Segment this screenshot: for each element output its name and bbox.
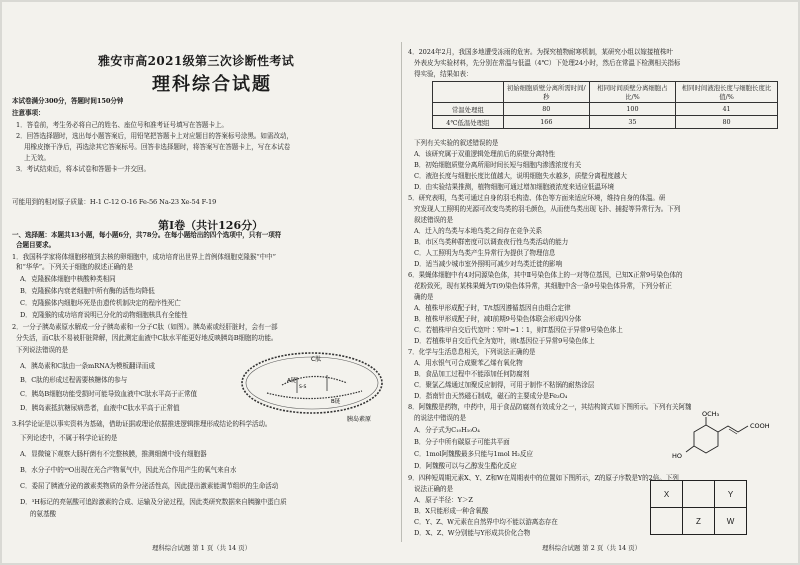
b-chain bbox=[267, 391, 362, 399]
q8-stem: 8．阿魏酸是药物，中药中，用于食品防腐剂有效成分之一，其结构简式如下图所示。下列有关阿魏 bbox=[408, 403, 692, 411]
school-title: 雅安市高2021级第三次诊断性考试 bbox=[98, 54, 295, 68]
q8-option-a: A．分子式为C₁₀H₁₀O₄ bbox=[414, 426, 480, 434]
exam-sheet bbox=[2, 2, 798, 563]
q8-option-d: D．阿魏酸可以与乙醇发生酯化反应 bbox=[414, 462, 517, 470]
table-row bbox=[433, 103, 778, 116]
chain-outline bbox=[246, 357, 378, 409]
ferulic-acid-structure bbox=[664, 410, 794, 470]
q5-stem: 5．研究表明，鸟类可通过自身的羽毛构造、体色等方面来适应环境，维持自身的体温。研 bbox=[408, 194, 666, 202]
table-header-cell: 相同时间质壁分离细胞占比/% bbox=[589, 82, 675, 103]
table-row bbox=[433, 116, 778, 129]
q7-option-a: A．用水银气可合成聚苯乙烯有氧化物 bbox=[414, 359, 523, 367]
q4-stem: 得实验，结果如表： bbox=[414, 70, 473, 78]
grid-cell: X bbox=[651, 481, 683, 508]
q7-option-b: B．食品加工过程中不能添加任何防腐剂 bbox=[414, 370, 530, 378]
methoxy-label: OCH₃ bbox=[702, 410, 720, 418]
q9-option-a: A．原子半径：Y＞Z bbox=[414, 496, 473, 504]
grid-cell: Z bbox=[683, 508, 715, 535]
q2-option-b: B．C肽的形成过程需要核糖体的参与 bbox=[20, 376, 128, 384]
q7-option-c: C．聚氯乙烯通过加聚反应制得，可用于制作不粘锅的耐热涂层 bbox=[414, 381, 595, 389]
section-instr: 一、选择题：本题共13小题，每小题6分，共78分。在每小题给出的四个选项中，只有一项符 bbox=[12, 231, 282, 239]
q9-stem: 9．四种短周期元素X、Y、Z和W在周期表中的位置如下图所示，Z的原子序数是Y的2倍。下列 bbox=[408, 474, 679, 482]
q9-option-b: B．X只能形成一种含氧酸 bbox=[414, 507, 489, 515]
q6-stem: 6．果蝇体细胞中有4对同源染色体，其中Ⅱ号染色体上的一对等位基因，已知X正常9号染色体的 bbox=[408, 271, 683, 279]
table-cell: 4℃低温处理组 bbox=[433, 116, 504, 129]
table-cell: 80 bbox=[503, 103, 589, 116]
label-b-chain: B链 bbox=[331, 399, 341, 405]
q5-stem: 叙述错误的是 bbox=[414, 216, 453, 224]
paper-title: 理科综合试题 bbox=[152, 74, 272, 95]
q6-option-a: A．植株甲形成配子时，T/t基因遵循基因自由组合定律 bbox=[414, 304, 571, 312]
q8-option-c: C．1mol阿魏酸最多只能与1mol H₂反应 bbox=[414, 450, 533, 458]
q2-option-c: C．胰岛B细胞功能受损时可能导致血液中C肽水平高于正常值 bbox=[20, 390, 197, 398]
table-cell: 166 bbox=[503, 116, 589, 129]
q3-option-d-cont: 的氨基酸 bbox=[30, 510, 56, 518]
q4-stem: 外表皮为实验材料，先分别在常温与低温（4℃）下处理24小时，然后在常温下检测相关指标 bbox=[414, 59, 681, 67]
section-title: 第Ⅰ卷（共计126分） bbox=[158, 219, 264, 232]
grid-cell: W bbox=[715, 508, 747, 535]
bond bbox=[686, 446, 694, 452]
q6-stem: 花粉致死，现有某株果蝇为T(9)染色体异常，其细胞中含一条9号染色体异常，下列分析正 bbox=[414, 282, 672, 290]
q1-option-d: D．克隆猴的成功培育说明已分化的动物细胞核具有全能性 bbox=[20, 311, 188, 319]
q4-stem: 4．2024年2月，我国多地遭受冻雨的危害。为探究植物耐寒机制，某研究小组以嫁接植株叶 bbox=[408, 48, 673, 56]
q2-option-a: A．胰岛素和C肽由一条mRNA为模板翻译而成 bbox=[20, 362, 155, 370]
note-line: 1．答卷前，考生务必将自己的姓名、座位号和准考证号填写在答题卡上。 bbox=[16, 121, 228, 129]
q5-option-c: C．人工照明为鸟类产生异常行为提供了物理信息 bbox=[414, 249, 556, 257]
q3-stem: 下列论述中，不属于科学论证的是 bbox=[20, 434, 118, 442]
double-bond bbox=[729, 429, 737, 434]
q3-option-d: D．³H标记的亮氨酸可追踪激素的合成、运输及分泌过程，因此类研究数据来自胰腺中蛋白质 bbox=[20, 498, 287, 506]
q6-option-c: C．若植株甲自交后代宽叶∶窄叶=1∶1，则T基因位于异常9号染色体上 bbox=[414, 326, 623, 334]
q3-stem: 3.科学论证是以事实资料为基础，借助证据或理论依据推进逻辑推理形成结论的科学活动。 bbox=[12, 420, 272, 428]
note-line: 用橡皮擦干净后，再选涂其它答案标号。回答非选择题时，将答案写在答题卡上，写在本试卷 bbox=[24, 143, 291, 151]
label-ss: S-S bbox=[299, 385, 307, 390]
q3-option-a: A．显微镜下观察大肠杆菌有不完整核膜，推测细菌中没有细胞器 bbox=[20, 450, 207, 458]
page-footer-right: 理科综合试题 第 2 页（共 14 页） bbox=[542, 544, 642, 552]
table-cell: 35 bbox=[589, 116, 675, 129]
grid-cell bbox=[683, 481, 715, 508]
q6-stem: 确的是 bbox=[414, 293, 434, 301]
q7-option-d: D．指南针由天然磁石制成，磁石的主要成分是Fe₃O₄ bbox=[414, 392, 568, 400]
q1-option-b: B．克隆猴体内衰老细胞中所有酶的活性均降低 bbox=[20, 287, 155, 295]
q1-stem: 和“华华”。下列关于细胞的叙述正确的是 bbox=[16, 263, 133, 271]
q4-tail: 下列有关实验的叙述错误的是 bbox=[414, 139, 499, 147]
label-c-peptide: C肽 bbox=[311, 356, 322, 363]
grid-row bbox=[651, 508, 747, 535]
proinsulin-figure bbox=[227, 347, 397, 425]
table-header-row bbox=[433, 82, 778, 103]
q8-stem: 的说法中错误的是 bbox=[414, 414, 466, 422]
page-footer-left: 理科综合试题 第 1 页（共 14 页） bbox=[152, 544, 252, 552]
section-instr: 合题目要求。 bbox=[16, 241, 55, 249]
table-header-cell: 初始细胞质壁分离所需时间/秒 bbox=[503, 82, 589, 103]
label-a-chain: A链 bbox=[287, 378, 297, 384]
q2-option-d: D．胰岛素抵抗糖尿病患者，血液中C肽水平高于正常值 bbox=[20, 404, 180, 412]
q1-option-a: A．克隆猴体细胞中核酸种类相同 bbox=[20, 275, 116, 283]
q6-option-b: B．植株甲形成配子时，减Ⅰ前期9号染色体联会形成四分体 bbox=[414, 315, 582, 323]
hydroxyl-label: HO bbox=[672, 452, 683, 460]
periodic-grid bbox=[650, 480, 747, 535]
q3-option-b: B．水分子中的¹⁸O出现在光合产物氧气中，因此光合作用产生的氧气来自水 bbox=[20, 466, 237, 474]
table-cell: 100 bbox=[589, 103, 675, 116]
q1-stem: 1．我国科学家将体细胞移植到去核的卵细胞中，成功培育出世界上首例体细胞克隆猴“中中” bbox=[12, 253, 276, 261]
note-line: 3．考试结束后，将本试卷和答题卡一并交回。 bbox=[16, 165, 150, 173]
table-header-cell bbox=[433, 82, 504, 103]
q2-stem: 2．一分子胰岛素原水解成一分子胰岛素和一分子C肽（如图）。胰岛素或经肝脏时，会有一部 bbox=[12, 323, 278, 331]
q4-option-b: B．初始细胞质壁分离所需时间长短与细胞内渗透浓度有关 bbox=[414, 161, 582, 169]
table-cell: 41 bbox=[676, 103, 778, 116]
q4-option-a: A．该研究属于双重逻辑处理前后的质壁分离特性 bbox=[414, 150, 556, 158]
q4-option-c: C．液泡长度与细胞长度比值越大，说明细胞失水越多，质壁分离程度越大 bbox=[414, 172, 627, 180]
note-line: 2．回答选择题时，选出每小题答案后，用铅笔把答题卡上对应题目的答案标号涂黑。如需改动， bbox=[16, 132, 293, 140]
table-cell: 80 bbox=[676, 116, 778, 129]
q5-option-a: A．迁入的鸟类与本地鸟类之间存在竞争关系 bbox=[414, 227, 543, 235]
grid-cell bbox=[651, 508, 683, 535]
q5-option-d: D．适当减少城市室外照明可减少对鸟类迁徙的影响 bbox=[414, 260, 563, 268]
q9-option-d: D．X、Z、W分别能与Y形成共价化合物 bbox=[414, 529, 531, 537]
benzene-ring bbox=[694, 425, 718, 453]
q6-option-d: D．若植株甲自交后代全为宽叶，则t基因位于异常9号染色体上 bbox=[414, 337, 595, 345]
notes-label: 注意事项： bbox=[12, 109, 45, 117]
q4-table bbox=[432, 81, 778, 129]
grid-cell: Y bbox=[715, 481, 747, 508]
acid-label: COOH bbox=[750, 422, 770, 430]
q5-stem: 究发现人工照明的光源可改变鸟类的羽毛颜色，从而使鸟类出现飞扑、捕捉等异常行为。下列 bbox=[414, 205, 681, 213]
q2-stem: 分失活，而C肽不易被肝脏降解，因此测定血液中C肽水平能更好地反映胰岛B细胞的功能。 bbox=[16, 334, 278, 342]
page-divider bbox=[401, 42, 402, 542]
q8-option-b: B．分子中所有碳原子可能共平面 bbox=[414, 438, 510, 446]
q2-stem: 下列说法错误的是 bbox=[16, 346, 68, 354]
figure-caption: 胰岛素原 bbox=[347, 416, 372, 423]
q5-option-b: B．市区鸟类种群密度可以调查夜行性鸟类活动的能力 bbox=[414, 238, 569, 246]
note-line: 上无效。 bbox=[24, 154, 50, 162]
q9-stem: 说法正确的是 bbox=[414, 485, 453, 493]
q4-option-d: D．由实验结果推测，植物细胞可通过增加细胞液浓度来适应低温环境 bbox=[414, 183, 614, 191]
table-header-cell: 相同时间液泡长度与细胞长度比值/% bbox=[676, 82, 778, 103]
q1-option-c: C．克隆猴体内细胞坏死是由遗传机制决定的程序性死亡 bbox=[20, 299, 181, 307]
q7-stem: 7．化学与生活息息相关，下列说法正确的是 bbox=[408, 348, 536, 356]
score-time: 本试卷满分300分，答题时间150分钟 bbox=[12, 97, 124, 105]
table-cell: 常温处理组 bbox=[433, 103, 504, 116]
atomic-masses: 可能用到的相对原子质量：H-1 C-12 O-16 Fe-56 Na-23 Xe-54 F-19 bbox=[12, 198, 217, 206]
q3-option-c: C．委屈了胰液分泌的激素类物质的条件分泌活性高，因此提出激素能调节组织的生命活动 bbox=[20, 482, 279, 490]
grid-row bbox=[651, 481, 747, 508]
q9-option-c: C．Y、Z、W元素在自然界中均不能以游离态存在 bbox=[414, 518, 558, 526]
